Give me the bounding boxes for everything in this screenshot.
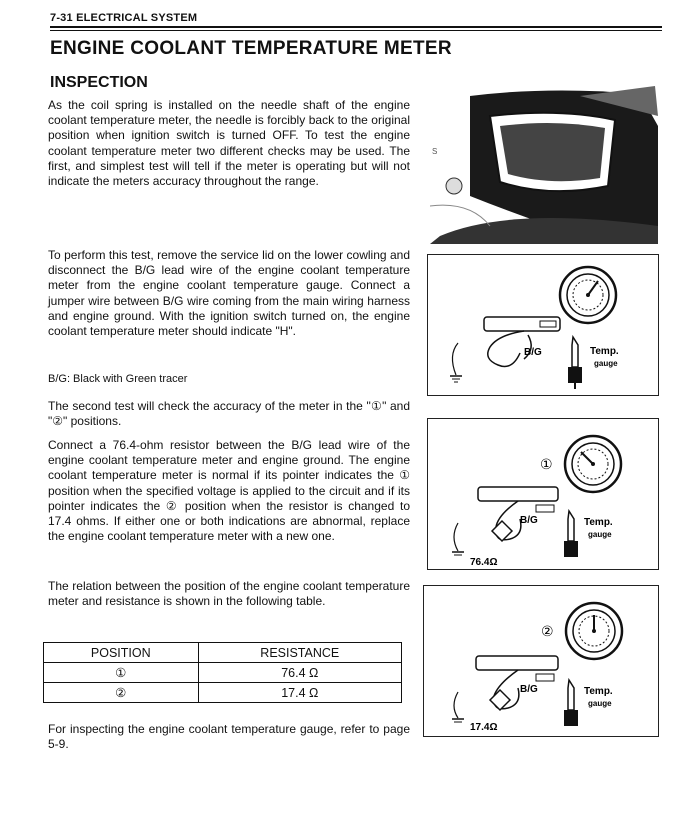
paragraph-second-test: The second test will check the accuracy of the meter in the "①" and "②" positions. (48, 399, 410, 429)
wire-label: B/G (524, 347, 542, 358)
paragraph-wire-legend: B/G: Black with Green tracer (48, 373, 188, 385)
gauge-label-line1: Temp. (584, 517, 613, 528)
page-title: ENGINE COOLANT TEMPERATURE METER (50, 38, 452, 59)
paragraph-first-test: To perform this test, remove the service lid on the lower cowling and disconnect the B/G lead wire of the engine coolant temperature meter from the engine coolant temperature gauge. Connect a jumper wire between B/G wire coming from the main wiring harness and engine ground. With the ignition switch turned on, the engine coolant temperature meter should indicate "H". (48, 248, 410, 339)
figure-first-test (427, 254, 659, 396)
resistance-table (43, 642, 402, 703)
table-cell-resistance: 17.4 Ω (198, 683, 401, 703)
gauge-label-line2: gauge (588, 699, 612, 708)
gauge-label-line1: Temp. (590, 346, 619, 357)
table-header-resistance: RESISTANCE (198, 643, 401, 663)
resistor-label: 17.4Ω (470, 722, 498, 733)
position-marker: ② (541, 624, 554, 640)
figure-position-2 (423, 585, 659, 737)
paragraph-reference: For inspecting the engine coolant temperature gauge, refer to page 5-9. (48, 722, 410, 752)
resistor-label: 76.4Ω (470, 557, 498, 568)
wire-label: B/G (520, 684, 538, 695)
section-header: 7-31 ELECTRICAL SYSTEM (50, 12, 198, 24)
table-row (44, 683, 402, 703)
paragraph-resistor-test: Connect a 76.4-ohm resistor between the B/G lead wire of the engine coolant temperature meter and engine ground. The engine coolant temperature meter is normal if its pointer indicates the ① position when the specified voltage is applied to the circuit and if its pointer indicates the ② position when the resistor is changed to 17.4 ohms. If either one or both indications are abnormal, replace the engine coolant temperature meter with a new one. (48, 438, 410, 544)
figure-position-1 (427, 418, 659, 570)
header-rule (50, 26, 662, 28)
table-cell-position: ② (44, 683, 199, 703)
figure-first-test-drawing (428, 255, 658, 395)
table-header-position: POSITION (44, 643, 199, 663)
gauge-label-line2: gauge (588, 530, 612, 539)
table-row (44, 663, 402, 683)
cowling-photo (430, 86, 660, 244)
gauge-label-line2: gauge (594, 359, 618, 368)
paragraph-table-intro: The relation between the position of the engine coolant temperature meter and resistance is shown in the following table. (48, 579, 410, 609)
figure-position-1-drawing (428, 419, 658, 569)
paragraph-intro: As the coil spring is installed on the needle shaft of the engine coolant temperature meter, the needle is forcibly back to the original position when ignition switch is turned OFF. To test the engine coolant temperature meter two different checks may be used. The first, and simplest test will tell if the meter is operating but will not indicate the meters accuracy throughout the range. (48, 98, 410, 189)
figure-position-2-drawing (424, 586, 658, 736)
wire-label: B/G (520, 515, 538, 526)
position-marker: ① (540, 457, 553, 473)
gauge-label-line1: Temp. (584, 686, 613, 697)
table-cell-resistance: 76.4 Ω (198, 663, 401, 683)
table-cell-position: ① (44, 663, 199, 683)
header-rule-thin (50, 30, 662, 31)
svg-text:S: S (432, 147, 438, 156)
section-subtitle: INSPECTION (50, 74, 148, 91)
